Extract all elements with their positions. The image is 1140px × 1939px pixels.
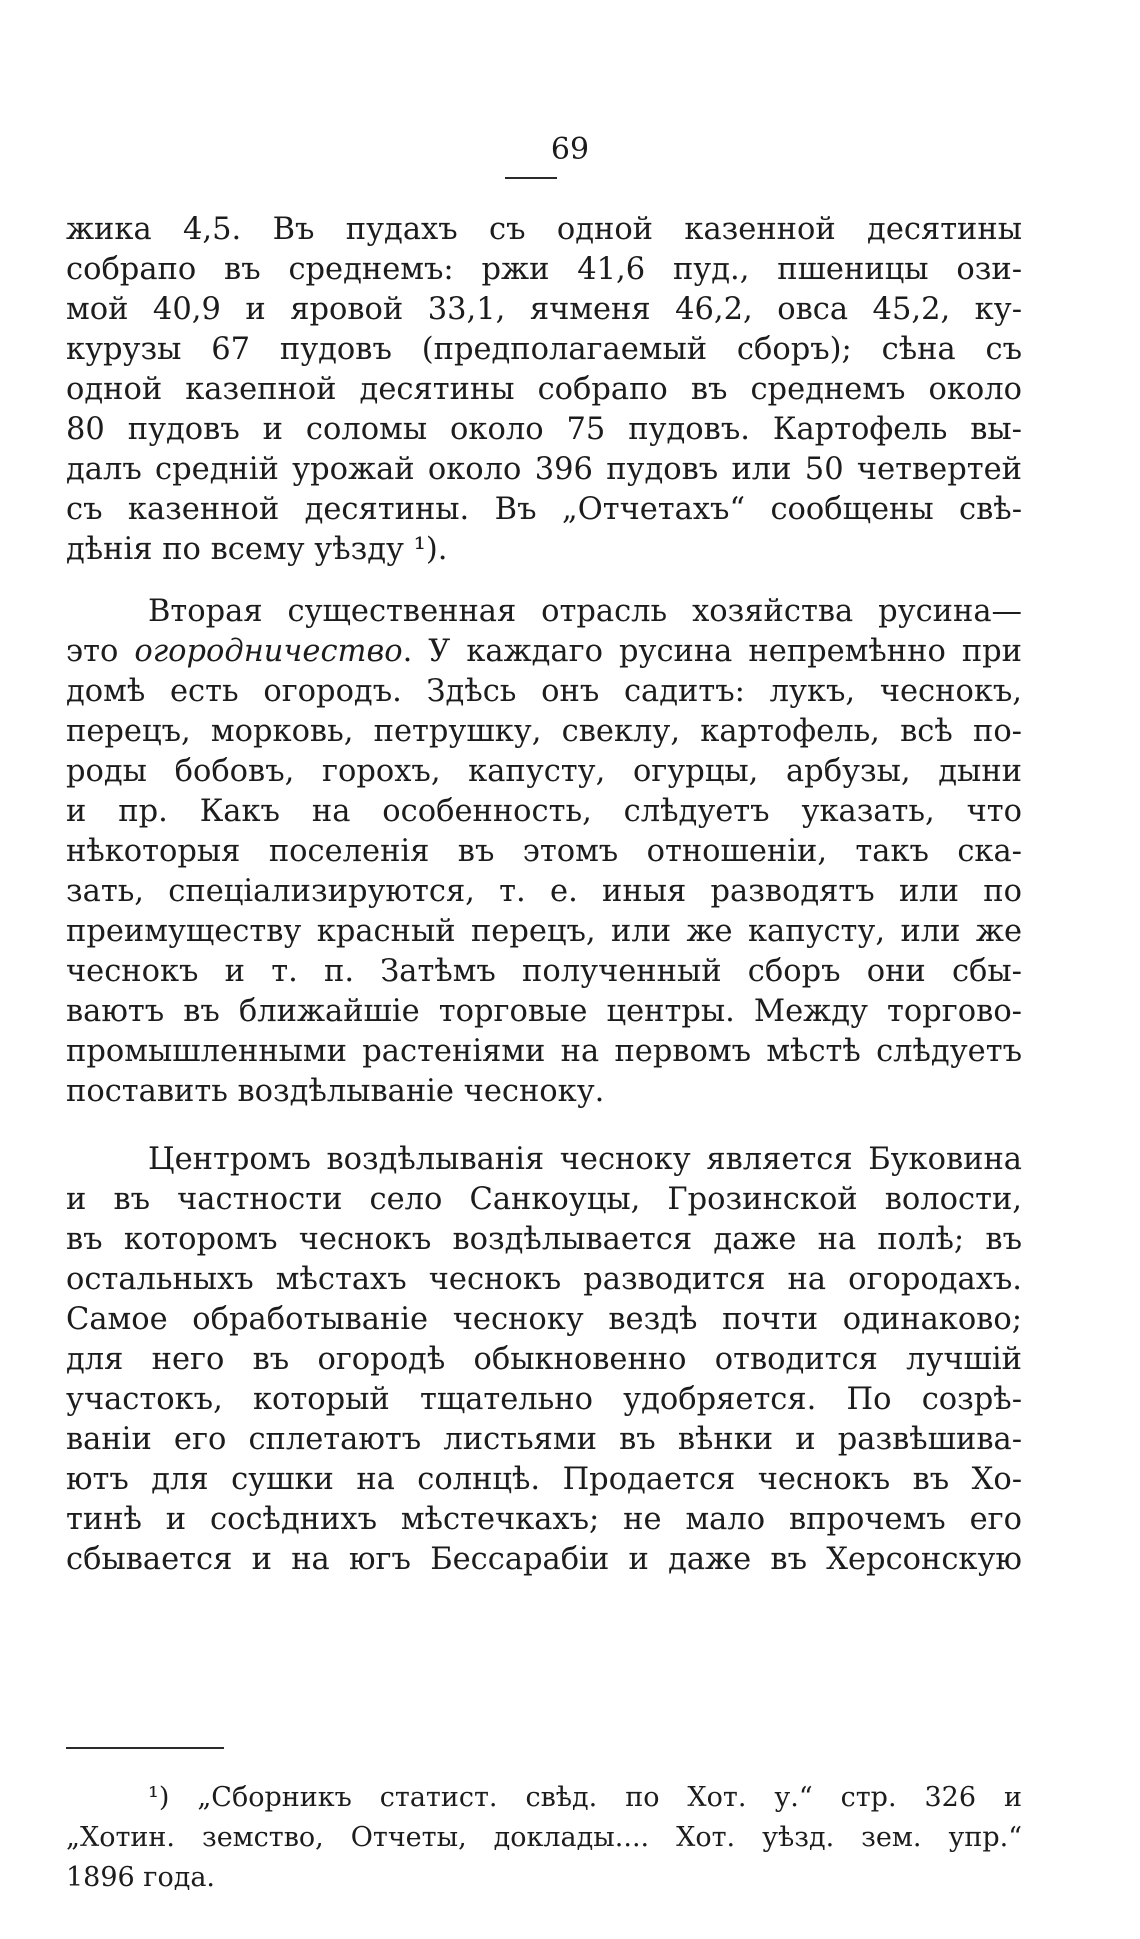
text-line: перецъ, морковь, петрушку, свеклу, картофель, всѣ по- xyxy=(66,714,1022,749)
text-line: ваютъ въ ближайшіе торговые центры. Между торгово- xyxy=(66,994,1022,1029)
text-line: дѣнія по всему уѣзду ¹). xyxy=(66,532,448,567)
text-line: Самое обработываніе чесноку вездѣ почти одинаково; xyxy=(66,1302,1022,1337)
text-line: тинѣ и сосѣднихъ мѣстечкахъ; не мало впрочемъ его xyxy=(66,1502,1022,1537)
text-line: домѣ есть огородъ. Здѣсь онъ садитъ: лукъ, чеснокъ, xyxy=(66,674,1022,709)
footnote-line: ¹) „Сборникъ статист. свѣд. по Хот. у.“ стр. 326 и xyxy=(148,1782,1022,1813)
text-line: жика 4,5. Въ пудахъ съ одной казенной десятины xyxy=(66,212,1022,247)
paragraph-3 xyxy=(66,1140,1022,1580)
text-line: собрапо въ среднемъ: ржи 41,6 пуд., пшеницы ози- xyxy=(66,252,1022,287)
text-line: это огородничество. У каждаго русина непремѣнно при xyxy=(66,634,1023,669)
text-line: въ которомъ чеснокъ воздѣлывается даже на полѣ; въ xyxy=(66,1222,1022,1257)
text-line: чеснокъ и т. п. Затѣмъ полученный сборъ они сбы- xyxy=(66,954,1022,989)
footnote-line: „Хотин. земство, Отчеты, доклады.... Хот. уѣзд. зем. упр.“ xyxy=(66,1822,1022,1853)
text-line: нѣкоторыя поселенія въ этомъ отношеніи, такъ ска- xyxy=(66,834,1022,869)
text-line: и пр. Какъ на особенность, слѣдуетъ указать, что xyxy=(66,794,1022,829)
footnote xyxy=(66,1778,1022,1898)
text-line: зать, спеціализируются, т. е. иныя разводятъ или по xyxy=(66,874,1022,909)
text-line: далъ средній урожай около 396 пудовъ или 50 четвертей xyxy=(66,452,1022,487)
text-line: курузы 67 пудовъ (предполагаемый сборъ); сѣна съ xyxy=(66,332,1022,367)
text-line: Вторая существенная отрасль хозяйства русина— xyxy=(148,594,1022,629)
text-line: поставить воздѣлываніе чесноку. xyxy=(66,1074,605,1109)
page-number: 69 xyxy=(550,132,590,167)
text-line: сбывается и на югъ Бессарабіи и даже въ Херсонскую xyxy=(66,1542,1022,1577)
text-line: участокъ, который тщательно удобряется. По созрѣ- xyxy=(66,1382,1022,1417)
text-line: остальныхъ мѣстахъ чеснокъ разводится на огородахъ. xyxy=(66,1262,1022,1297)
text-line: мой 40,9 и яровой 33,1, ячменя 46,2, овса 45,2, ку- xyxy=(66,292,1022,327)
text-line: ваніи его сплетаютъ листьями въ вѣнки и развѣшива- xyxy=(66,1422,1022,1457)
paragraph-2 xyxy=(66,592,1022,1112)
text-line: промышленными растеніями на первомъ мѣстѣ слѣдуетъ xyxy=(66,1034,1022,1069)
footnote-rule xyxy=(66,1747,224,1749)
text-line: роды бобовъ, горохъ, капусту, огурцы, арбузы, дыни xyxy=(66,754,1022,789)
text-line: одной казепной десятины собрапо въ среднемъ около xyxy=(66,372,1022,407)
text-line: 80 пудовъ и соломы около 75 пудовъ. Картофель вы- xyxy=(66,412,1022,447)
text-line: для него въ огородѣ обыкновенно отводится лучшій xyxy=(66,1342,1022,1377)
paragraph-1 xyxy=(66,210,1022,570)
page-number-underline xyxy=(505,177,557,179)
text-line: преимуществу красный перецъ, или же капусту, или же xyxy=(66,914,1022,949)
text-line: съ казенной десятины. Въ „Отчетахъ“ сообщены свѣ- xyxy=(66,492,1022,527)
text-line: ютъ для сушки на солнцѣ. Продается чеснокъ въ Хо- xyxy=(66,1462,1022,1497)
text-line: Центромъ воздѣлыванія чесноку является Буковина xyxy=(148,1142,1022,1177)
text-line: и въ частности село Санкоуцы, Грозинской волости, xyxy=(66,1182,1022,1217)
footnote-line: 1896 года. xyxy=(66,1862,216,1893)
